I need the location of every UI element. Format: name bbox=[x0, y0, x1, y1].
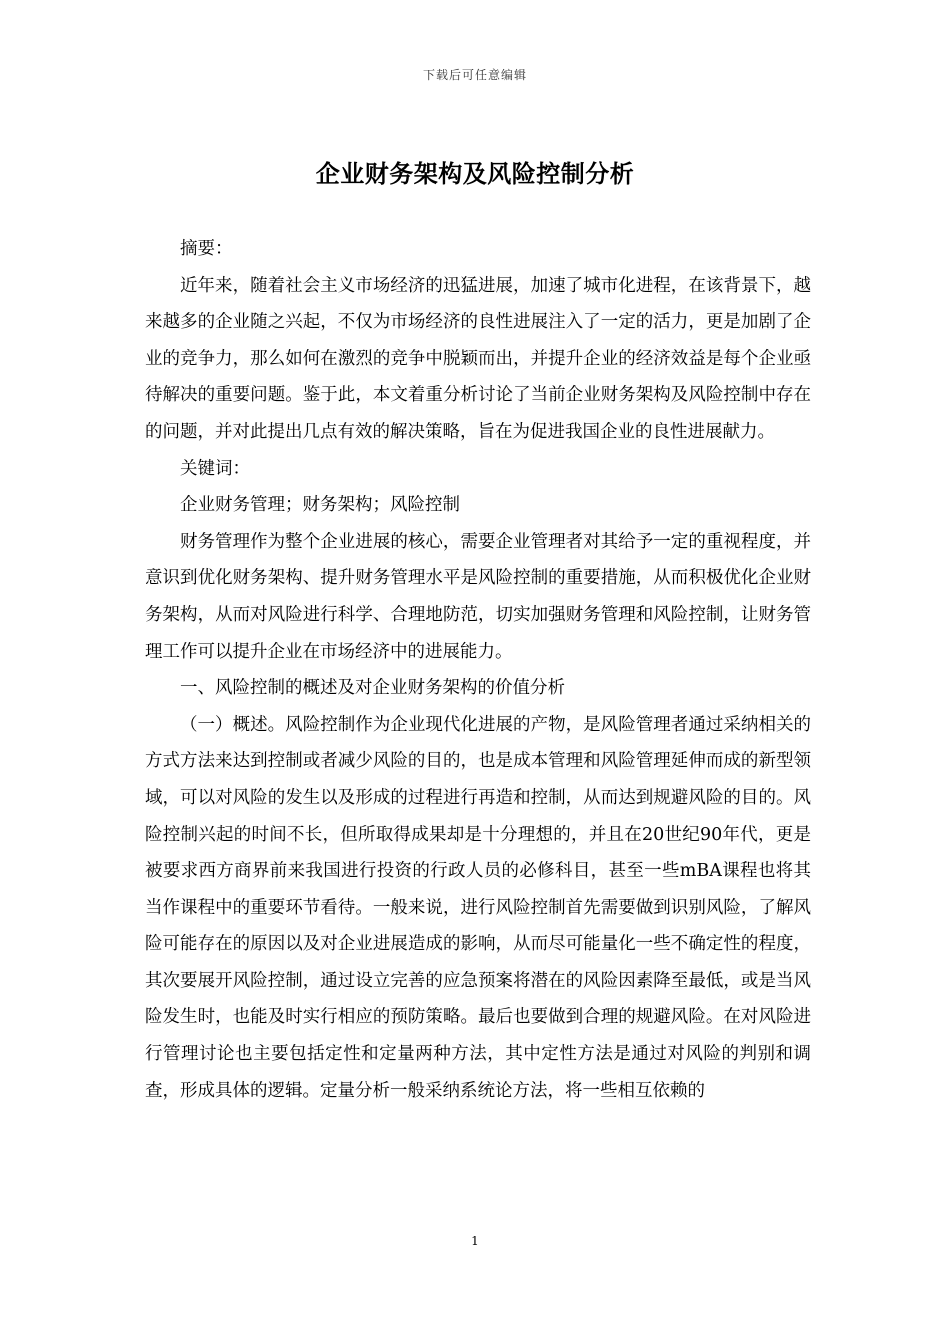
keywords-heading: 关键词： bbox=[180, 458, 250, 479]
keywords-list: 企业财务管理；财务架构；风险控制 bbox=[180, 495, 460, 516]
page-number: 1 bbox=[471, 1234, 479, 1248]
document-body bbox=[145, 231, 811, 1109]
header-note: 下载后可任意编辑 bbox=[422, 68, 527, 82]
document-title: 企业财务架构及风险控制分析 bbox=[315, 159, 635, 188]
abstract-paragraph: 近年来，随着社会主义市场经济的迅猛进展，加速了城市化进程，在该背景下，越来越多的企业随之兴起，不仅为市场经济的良性进展注入了一定的活力，更是加剧了企业的竞争力，那么如何在激烈的竞争中脱颖而出，并提升企业的经济效益是每个企业亟待解决的重要问题。鉴于此，本文着重分析讨论了当前企业财务架构及风险控制中存在的问题，并对此提出几点有效的解决策略，旨在为促进我国企业的良性进展献力。 bbox=[145, 275, 811, 442]
section-heading: 一、风险控制的概述及对企业财务架构的价值分析 bbox=[180, 678, 565, 699]
intro-paragraph: 财务管理作为整个企业进展的核心，需要企业管理者对其给予一定的重视程度，并意识到优化财务架构、提升财务管理水平是风险控制的重要措施，从而积极优化企业财务架构，从而对风险进行科学、合理地防范，切实加强财务管理和风险控制，让财务管理工作可以提升企业在市场经济中的进展能力。 bbox=[145, 531, 811, 662]
overview-paragraph: （一）概述。风险控制作为企业现代化进展的产物，是风险管理者通过采纳相关的方式方法来达到控制或者减少风险的目的，也是成本管理和风险管理延伸而成的新型领域，可以对风险的发生以及形成的过程进行再造和控制，从而达到规避风险的目的。风险控制兴起的时间不长，但所取得成果却是十分理想的，并且在20世纪90年代，更是被要求西方商界前来我国进行投资的行政人员的必修科目，甚至一些mBA课程也将其当作课程中的重要环节看待。一般来说，进行风险控制首先需要做到识别风险，了解风险可能存在的原因以及对企业进展造成的影响，从而尽可能量化一些不确定性的程度，其次要展开风险控制，通过设立完善的应急预案将潜在的风险因素降至最低，或是当风险发生时，也能及时实行相应的预防策略。最后也要做到合理的规避风险。在对风险进行管理讨论也主要包括定性和定量两种方法，其中定性方法是通过对风险的判别和调查，形成具体的逻辑。定量分析一般采纳系统论方法，将一些相互依赖的 bbox=[145, 714, 811, 1101]
abstract-heading: 摘要： bbox=[180, 239, 233, 259]
